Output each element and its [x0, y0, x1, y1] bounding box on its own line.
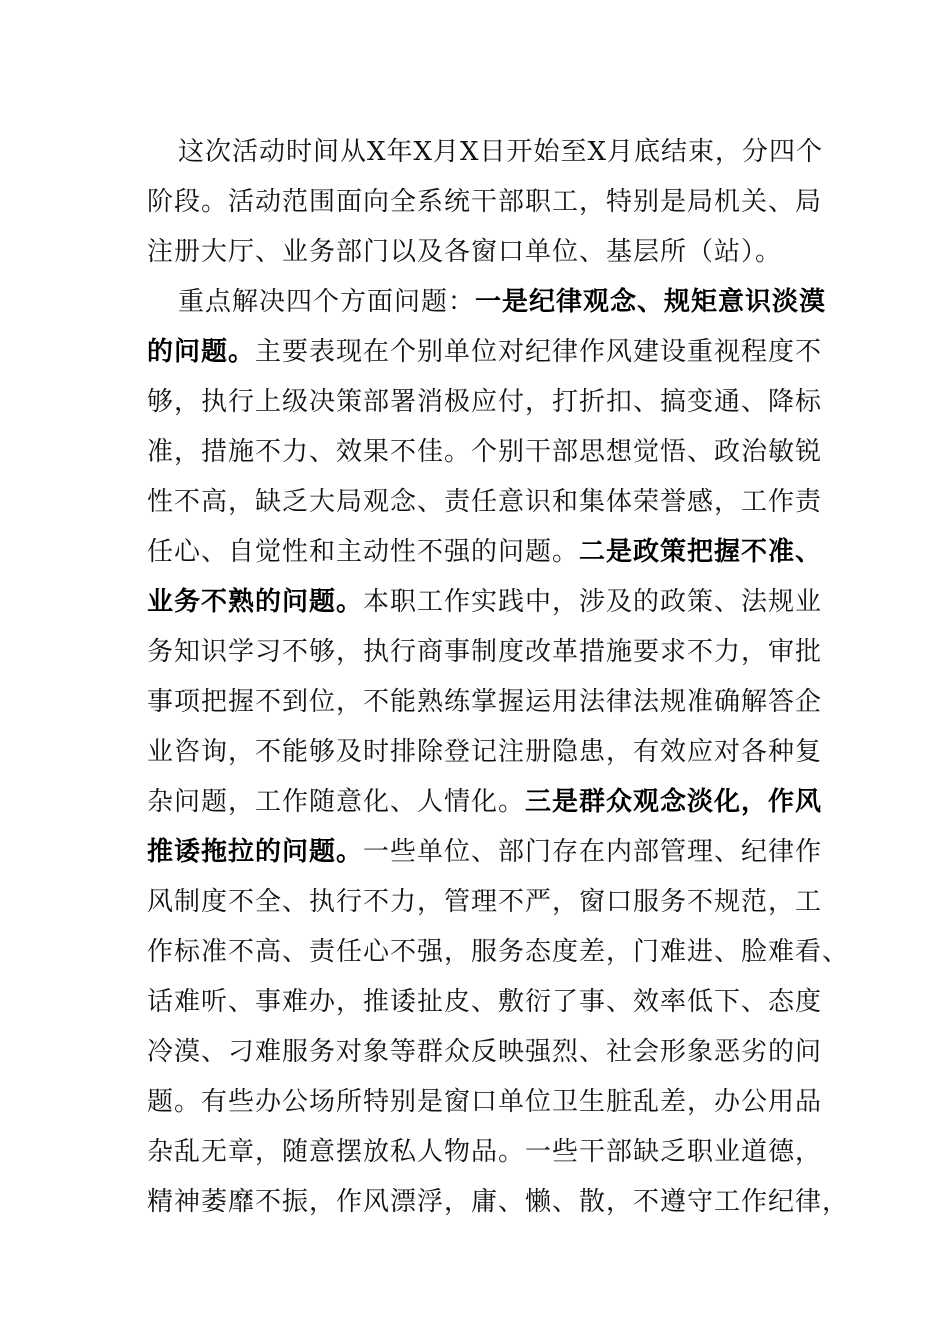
text-segment: 精神萎靡不振，作风漂浮，庸、懒、散，不遵守工作纪律， — [147, 1187, 850, 1217]
text-segment: 杂问题，工作随意化、人情化。 — [147, 787, 526, 817]
text-segment: 题。有些办公场所特别是窗口单位卫生脏乱差，办公用品 — [147, 1087, 823, 1117]
text-line — [147, 627, 823, 677]
text-segment: 够，执行上级决策部署消极应付，打折扣、搞变通、降标 — [147, 387, 823, 417]
bold-text-segment: 一是纪律观念、规矩意识淡漠 — [475, 287, 827, 317]
text-segment: 冷漠、刁难服务对象等群众反映强烈、社会形象恶劣的问 — [147, 1037, 823, 1067]
text-segment: 主要表现在个别单位对纪律作风建设重视程度不 — [255, 337, 823, 367]
text-line — [147, 377, 823, 427]
text-line — [178, 127, 824, 177]
text-line — [147, 177, 823, 227]
bold-text-segment: 二是政策把握不准、 — [579, 537, 823, 567]
text-segment: 事项把握不到位，不能熟练掌握运用法律法规准确解答企 — [147, 687, 823, 717]
text-line — [147, 1027, 823, 1077]
text-line — [147, 477, 823, 527]
text-segment: 风制度不全、执行不力，管理不严，窗口服务不规范，工 — [147, 887, 823, 917]
text-line — [147, 527, 823, 577]
text-line — [147, 977, 823, 1027]
text-line — [147, 877, 823, 927]
text-segment: 准，措施不力、效果不佳。个别干部思想觉悟、政治敏锐 — [147, 437, 823, 467]
text-segment: 任心、自觉性和主动性不强的问题。 — [147, 537, 580, 567]
text-line — [147, 427, 823, 477]
text-segment: 话难听、事难办，推诿扯皮、敷衍了事、效率低下、态度 — [147, 987, 823, 1017]
bold-text-segment: 三是群众观念淡化，作风 — [525, 787, 823, 817]
text-line — [147, 227, 807, 277]
text-segment: 性不高，缺乏大局观念、责任意识和集体荣誉感，工作责 — [147, 487, 823, 517]
text-segment: 业咨询，不能够及时排除登记注册隐患，有效应对各种复 — [147, 737, 823, 767]
text-segment: 作标准不高、责任心不强，服务态度差，门难进、脸难看、 — [147, 937, 850, 967]
text-line — [147, 1077, 823, 1127]
text-line — [147, 1127, 823, 1177]
text-line — [147, 327, 823, 377]
bold-text-segment: 业务不熟的问题。 — [147, 587, 364, 617]
text-segment: 一些单位、部门存在内部管理、纪律作 — [363, 837, 823, 867]
text-line — [147, 577, 823, 627]
text-line — [147, 827, 823, 877]
bold-text-segment: 的问题。 — [147, 337, 256, 367]
text-line — [147, 1177, 850, 1227]
text-line — [147, 777, 823, 827]
bold-text-segment: 推诿拖拉的问题。 — [147, 837, 364, 867]
text-segment: 务知识学习不够，执行商事制度改革措施要求不力，审批 — [147, 637, 823, 667]
text-line — [147, 727, 823, 777]
text-segment: 注册大厅、业务部门以及各窗口单位、基层所（站）。 — [147, 237, 783, 267]
text-segment: 阶段。活动范围面向全系统干部职工，特别是局机关、局 — [147, 187, 823, 217]
text-segment: 本职工作实践中，涉及的政策、法规业 — [363, 587, 823, 617]
text-segment: 重点解决四个方面问题： — [178, 287, 476, 317]
text-line — [178, 277, 827, 327]
text-line — [147, 677, 823, 727]
text-segment: 杂乱无章，随意摆放私人物品。一些干部缺乏职业道德， — [147, 1137, 823, 1167]
text-line — [147, 927, 850, 977]
text-segment: 这次活动时间从X年X月X日开始至X月底结束，分四个 — [178, 137, 824, 167]
